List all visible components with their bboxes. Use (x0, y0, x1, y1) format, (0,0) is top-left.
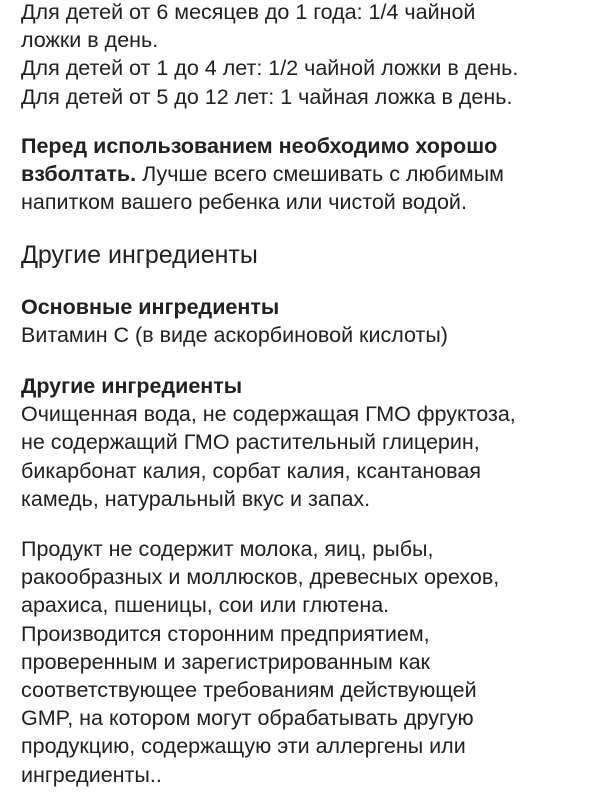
allergen-line: продукцию, содержащую эти аллергены или (21, 734, 466, 759)
other-ingredients-line: Очищенная вода, не содержащая ГМО фруктоза, (21, 402, 516, 427)
section-heading-other-ingredients: Другие ингредиенты (21, 241, 258, 269)
dosage-section (21, 0, 518, 111)
other-ingredients-line: бикарбонат калия, сорбат калия, ксантановая (21, 458, 481, 483)
allergen-line: проверенным и зарегистрированным как (21, 649, 430, 674)
allergen-notice-section (21, 535, 499, 789)
other-ingredients-line: не содержащий ГМО растительный глицерин, (21, 430, 480, 455)
main-ingredients-text: Витамин С (в виде аскорбиновой кислоты) (21, 323, 448, 348)
main-ingredients-title: Основные ингредиенты (21, 295, 280, 319)
other-ingredients-title: Другие ингредиенты (21, 374, 243, 398)
other-ingredients-line: камедь, натуральный вкус и запах. (21, 486, 371, 511)
allergen-line: ингредиенты.. (21, 762, 162, 787)
dosage-line: ложки в день. (21, 28, 159, 53)
allergen-line: арахиса, пшеницы, сои или глютена. (21, 593, 390, 618)
dosage-line: Для детей от 5 до 12 лет: 1 чайная ложка в день. (21, 84, 513, 109)
allergen-line: соответствующее требованиям действующей (21, 678, 477, 703)
usage-line: напитком вашего ребенка или чистой водой. (21, 190, 467, 215)
usage-section (21, 132, 504, 217)
allergen-line: Производится сторонним предприятием, (21, 621, 430, 646)
usage-bold-text: Перед использованием необходимо хорошо (21, 134, 498, 158)
usage-bold-text: взболтать. (21, 162, 137, 187)
allergen-line: GMP, на котором могут обрабатывать другую (21, 706, 474, 731)
allergen-line: Продукт не содержит молока, яиц, рыбы, (21, 537, 434, 561)
other-ingredients-section (21, 372, 516, 513)
usage-text: Лучше всего смешивать с любимым (136, 162, 504, 187)
main-ingredients-section (21, 293, 448, 349)
allergen-line: ракообразных и моллюсков, древесных орехов, (21, 565, 500, 590)
dosage-line: Для детей от 1 до 4 лет: 1/2 чайной ложки в день. (21, 56, 519, 81)
dosage-line: Для детей от 6 месяцев до 1 года: 1/4 чайной (21, 0, 476, 24)
usage-line (21, 160, 504, 188)
